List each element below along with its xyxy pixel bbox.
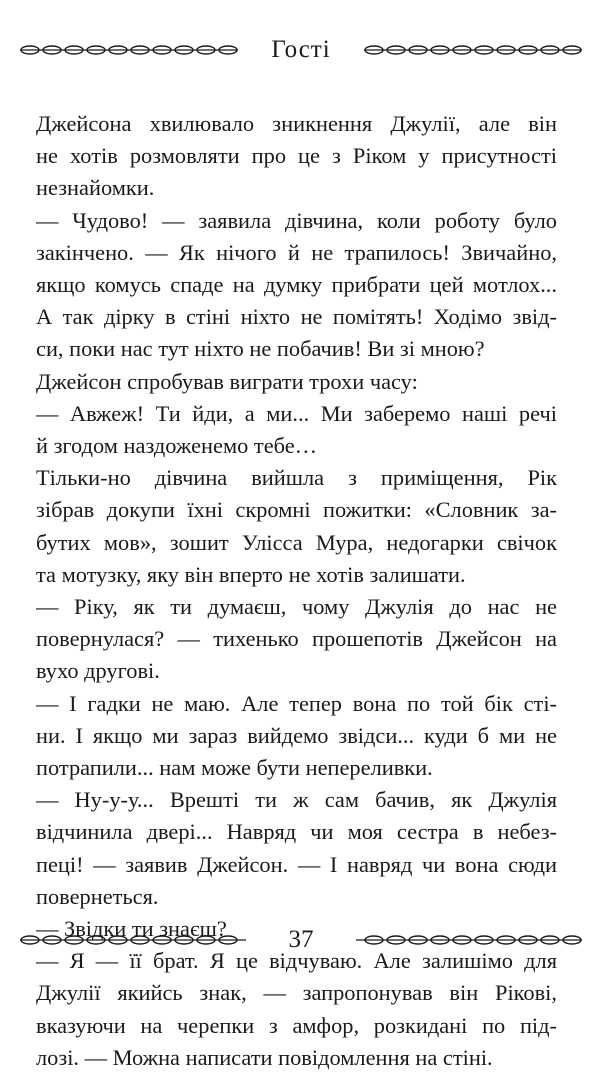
text-line: закінчено. — Як нічого й не трапилось! Звичайно, <box>36 239 557 265</box>
text-line: незнайомки. <box>36 175 155 201</box>
text-line: Джейсона хвилювало зникнення Джулії, але він <box>36 111 557 136</box>
right-footer-ornament <box>354 933 584 947</box>
text-line: — Чудово! — заявила дівчина, коли роботу було <box>36 207 557 233</box>
text-line: відчинила двері... Навряд чи моя сестра в небез- <box>36 819 557 845</box>
text-line: вказуючи на черепки з амфор, розкидані по під- <box>36 1012 557 1038</box>
text-line: — Авжеж! Ти йди, а ми... Ми заберемо наші речі <box>36 400 557 426</box>
paragraph <box>36 462 557 591</box>
left-header-ornament <box>18 43 240 57</box>
text-line: — І гадки не маю. Але тепер вона по той бік сті- <box>36 690 557 716</box>
paragraph <box>36 108 557 205</box>
text-line: — Ріку, як ти думаєш, чому Джулія до нас не <box>36 594 557 620</box>
paragraph <box>36 591 557 688</box>
text-line: лозі. — Можна написати повідомлення на стіні. <box>36 1044 493 1070</box>
text-line: бутих мов», зошит Улісса Мура, недогарки свічок <box>36 529 557 555</box>
text-line: — Я — її брат. Я це відчуваю. Але залишімо для <box>36 948 557 974</box>
text-line: повернулася? — тихенько прошепотів Джейсон на <box>36 626 557 652</box>
text-line: потрапили... нам може бути непереливки. <box>36 755 433 781</box>
running-title: Гості <box>271 36 331 63</box>
text-line: Тільки-но дівчина вийшла з приміщення, Рік <box>36 465 557 491</box>
paragraph <box>36 784 557 913</box>
right-header-ornament <box>362 43 584 57</box>
text-line: й згодом наздоженемо тебе… <box>36 433 318 459</box>
text-line: Джулії якийсь знак, — запропонував він Рікові, <box>36 980 557 1006</box>
paragraph <box>36 945 557 1074</box>
paragraph <box>36 398 557 462</box>
text-line: якщо комусь спаде на думку прибрати цей мотлох... <box>36 272 557 298</box>
text-line: си, поки нас тут ніхто не побачив! Ви зі мною? <box>36 336 485 362</box>
text-line: ни. І якщо ми зараз вийдемо звідси... куди б ми не <box>36 722 557 748</box>
text-line: А так дірку в стіні ніхто не помітять! Ходімо звід- <box>36 304 557 330</box>
text-line: Джейсон спробував виграти трохи часу: <box>36 368 418 394</box>
paragraph <box>36 205 557 366</box>
text-line: не хотів розмовляти про це з Ріком у присутності <box>36 143 557 169</box>
paragraph <box>36 366 557 398</box>
text-line: пеці! — заявив Джейсон. — І навряд чи вона сюди <box>36 851 557 877</box>
page-header <box>18 30 584 70</box>
left-footer-ornament <box>18 933 248 947</box>
text-line: зібрав докупи їхні скромні пожитки: «Словник за- <box>36 497 557 523</box>
page-footer <box>18 922 584 958</box>
page-number: 37 <box>288 926 314 953</box>
text-line: та мотузку, яку він вперто не хотів залишати. <box>36 561 466 587</box>
text-line: — Ну-у-у... Врешті ти ж сам бачив, як Джулія <box>36 787 557 813</box>
text-line: повернеться. <box>36 883 159 909</box>
text-line: вухо другові. <box>36 658 160 684</box>
text-line: — Звідки ти знаєш? <box>36 916 227 942</box>
paragraph <box>36 688 557 785</box>
